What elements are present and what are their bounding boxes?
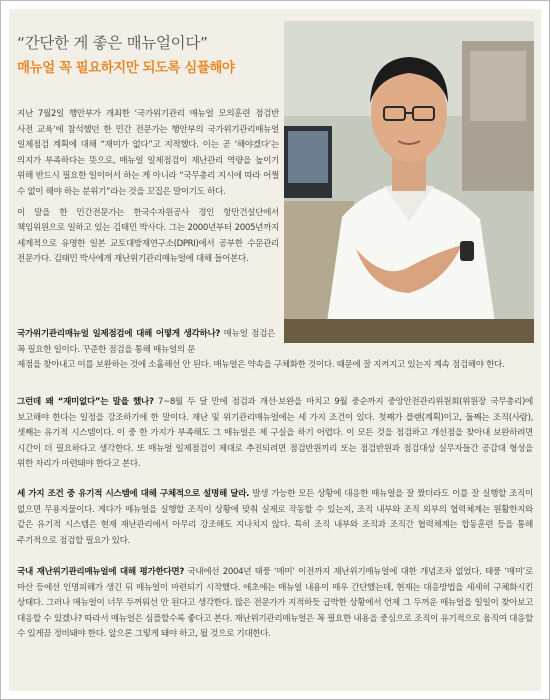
qa-2-answer: 7~8월 두 달 만에 점검과 개선·보완을 마치고 9월 중순까지 중앙안전관리위원회(위원장 국무총리)에 보고해야 한다는 일정을 강조하기에 한 말이다. 재난 및 위기관리매뉴얼에는 세 가지 조건이 있다. 첫째가 플랜(계획)이고, 둘째는 조직(사람), 셋째는 유기적 시스템이다. 이 중 한 가지가 부족해도 그 매뉴얼은 제 구실을 하기 어렵다. 이 모든 것을 점검하고 개선점을 찾아내 보완하려면 시간이 더 필요하다고 생각한다. 또 매뉴얼 일제점검이 제대로 추진되려면 점검반원끼리 또는 점검반원과 점검대상 실무자들간 공감대 형성을 위한 자리가 마련돼야 한다고 본다. xyxy=(17,397,534,470)
interviewee-photo-illustration xyxy=(284,21,534,343)
qa-1-question: 국가위기관리매뉴얼 일제점검에 대해 어떻게 생각하나? xyxy=(17,329,221,339)
qa-4 xyxy=(17,565,533,643)
qa-2-question: 그런데 왜 “재미없다”는 말을 했나? xyxy=(17,397,154,407)
qa-1 xyxy=(17,327,533,374)
article-subtitle: 매뉴얼 꼭 필요하지만 되도록 심플해야 xyxy=(17,60,235,76)
qa-3-question: 세 가지 조건 중 유기적 시스템에 대해 구체적으로 설명해 달라. xyxy=(17,489,250,499)
qa-2 xyxy=(17,395,533,473)
intro-paragraph-1: 지난 7월2일 행안부가 개최한 ‘국가위기관리 매뉴얼 모의훈련 점검반 사전 교육’에 참석했던 한 민간 전문가는 행안부의 국가위기관리매뉴얼 일제점검 계획에 대해 “재미가 없다”고 지적했다. 이는 곧 ‘해야겠다’는 의지가 부족하다는 뜻으로, 매뉴얼 일제점검이 재난관리 역량을 높이기 위해 반드시 필요한 일이어서 하는 게 아니라 “국무총리 지시에 따라 어쩔 수 없이 해야 하는 분위기”라는 것을 꼬집은 말이기도 하다. xyxy=(17,109,279,197)
interviewee-photo xyxy=(284,21,534,343)
qa-3 xyxy=(17,487,533,549)
article-panel xyxy=(9,9,541,691)
qa-3-answer: 발생 가능한 모든 상황에 대응한 매뉴얼을 잘 짰더라도 이를 잘 실행할 조직이 없으면 무용지물이다. 게다가 매뉴얼을 실행할 조직이 상황에 맞춰 실제로 작동할 수 있는지, 조직 내부와 조직 외부의 협력체계는 원활한지와 같은 유기적 시스템은 현재 재난관리에서 아무리 강조해도 지나치지 않다. 특히 조직 내부와 조직과 조직간 협력체계는 합동훈련 등을 통해 주기적으로 점검할 필요가 있다. xyxy=(17,489,533,546)
intro-text xyxy=(17,107,279,273)
qa-1-answer: 제점을 찾아내고 이를 보완하는 것에 소홀해선 안 된다. 매뉴얼은 약속을 구체화한 것이다. 때문에 잘 지켜지고 있는지 계속 점검해야 한다. xyxy=(17,360,505,371)
qa-1-lead xyxy=(17,327,275,358)
qa-4-question: 국내 재난위기관리매뉴얼에 대해 평가한다면? xyxy=(17,567,184,577)
intro-paragraph-2: 이 말을 한 민간전문가는 한국수자원공사 경인 항만건설단에서 책임위원으로 일하고 있는 김태민 박사다. 그는 2000년부터 2005년까지 세계적으로 유명한 일본 교토대방재연구소(DPRI)에서 공부한 수문관리 전문가다. 김태민 박사에게 재난위기관리매뉴얼에 대해 들어본다. xyxy=(17,207,279,265)
article-title: “간단한 게 좋은 매뉴얼이다” xyxy=(17,34,208,52)
qa-1-answer-lead: 매뉴얼 점검은 꼭 필요한 일이다. 꾸준한 점검을 통해 매뉴얼의 문 xyxy=(17,329,275,355)
qa-4-answer: 국내에선 2004년 태풍 ‘매미’ 이전까지 재난위기매뉴얼에 대한 개념조차 없었다. 태풍 ‘매미’로 마산 등에선 인명피해가 생긴 뒤 매뉴얼이 마련되기 시작했다. 애초에는 매뉴얼 내용이 매우 간단했는데, 현재는 대응방법을 세세히 구체화시킨 상태다. 그러나 매뉴얼이 너무 두꺼워선 안 된다고 생각한다. 많은 전문가가 지적하듯 급박한 상황에서 언제 그 두꺼운 매뉴얼을 일일이 찾아보고 대응할 수 있겠나? 따라서 매뉴얼은 심플할수록 좋다고 본다. 재난위기관리매뉴얼은 꼭 필요한 내용을 중심으로 조직이 유기적으로 움직여 대응할 수 있게끔 정비돼야 한다. 앞으론 그렇게 돼야 하고, 될 것으로 기대한다. xyxy=(17,567,533,640)
